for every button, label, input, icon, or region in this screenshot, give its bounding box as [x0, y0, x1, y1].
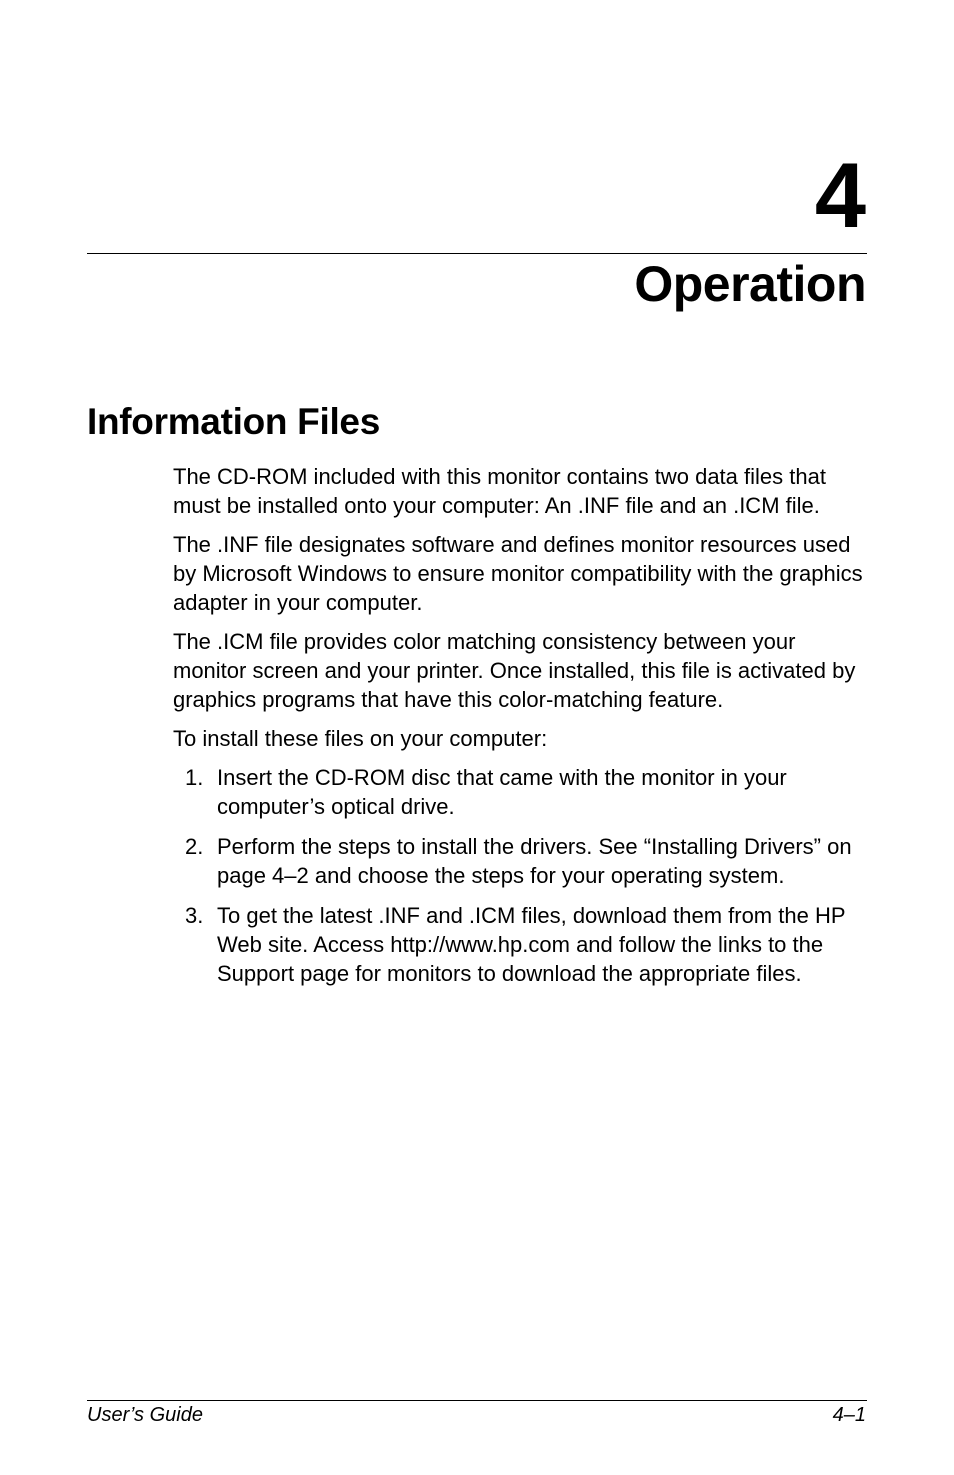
step-text: Insert the CD-ROM disc that came with the monitor in your computer’s optical drive. [217, 765, 787, 819]
step-text: To get the latest .INF and .ICM files, download them from the HP Web site. Access http://www.hp.com and follow the links to the Support page for monitors to download the appropriate files. [217, 903, 846, 986]
step-number: 3. [185, 903, 204, 928]
list-item [173, 901, 863, 988]
footer-page-number: 4–1 [832, 1404, 866, 1426]
list-item [173, 832, 863, 890]
paragraph-icm-file: The .ICM file provides color matching consistency between your monitor screen and your printer. Once installed, this file is activated by graphics programs that have this color-matching feature. [173, 629, 856, 712]
install-steps-list [173, 763, 863, 988]
footer-divider [87, 1400, 867, 1401]
chapter-title: Operation [634, 256, 866, 312]
step-text: Perform the steps to install the drivers. See “Installing Drivers” on page 4–2 and choose the steps for your operating system. [217, 834, 852, 888]
step-number: 2. [185, 834, 204, 859]
footer-guide-title: User’s Guide [87, 1404, 203, 1426]
list-item [173, 763, 863, 821]
paragraph-inf-file: The .INF file designates software and defines monitor resources used by Microsoft Windows to ensure monitor compatibility with the graphics adapter in your computer. [173, 532, 863, 615]
section-body [173, 462, 863, 999]
section-heading: Information Files [87, 401, 380, 442]
paragraph-install-intro: To install these files on your computer: [173, 726, 548, 751]
chapter-number: 4 [814, 145, 866, 247]
paragraph-cd-rom: The CD-ROM included with this monitor contains two data files that must be installed onto your computer: An .INF file and an .ICM file. [173, 464, 826, 518]
step-number: 1. [185, 765, 204, 790]
chapter-divider [87, 253, 867, 254]
